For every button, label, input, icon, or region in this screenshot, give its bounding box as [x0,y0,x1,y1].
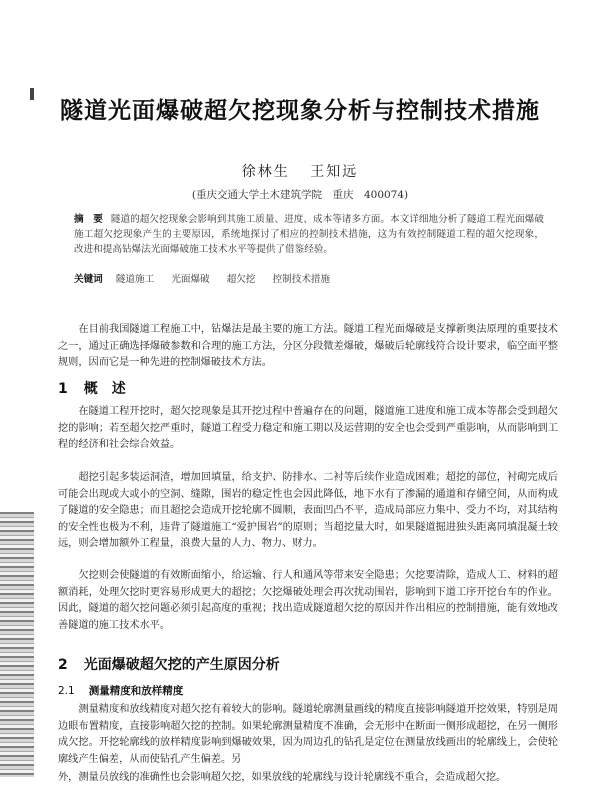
intro-paragraph: 在目前我国隧道工程施工中，钻爆法是最主要的施工方法。隧道工程光面爆破是支撑新奥法原理的重要技术之一，通过正确选择爆破参数和合理的施工方法，分区分段微差爆破，爆破后轮廓线符合设计要求，临空面平整规则，因而它是一种先进的控制爆破技术方法。 [58,324,558,368]
subsection-2-1-heading [58,683,558,698]
section-number: 1 [58,381,68,397]
keyword: 控制技术措施 [272,274,331,285]
subsection-2-1-paragraph: 测量精度和放线精度对超欠挖有着较大的影响。隧道轮廓测量画线的精度直接影响隧道开挖效果，特别是周边眼布置精度，直接影响超欠挖的控制。如果轮廓测量精度不准确，会无形中在断面一侧形成超挖，在另一侧形成欠挖。开挖轮廓线的放样精度影响到爆破效果，因为周边孔的钻孔是定位在测量放线画出的轮廓线上，会使轮廓线产生偏差，从而使钻孔产生偏差。另 [58,704,558,765]
subsection-title: 测量精度和放样精度 [88,685,184,697]
author-name: 徐林生 [241,164,290,180]
author-name: 王知远 [310,164,359,180]
section-number: 2 [58,657,68,673]
scan-binding-edge [0,512,34,777]
subsection-number: 2.1 [58,685,75,697]
author-list [0,161,600,181]
section-1-paragraph: 在隧道工程开挖时，超欠挖现象是其开挖过程中普遍存在的问题，隧道施工进度和施工成本等都会受到超欠挖的影响；若至超欠挖严重时，隧道工程受力稳定和施工期以及运营期的安全也会受到严重影响，从而影响到工程的经济和社会综合效益。 [58,406,558,450]
abstract-block [74,212,544,257]
cut-off-text-line: 外，测量员放线的准确性也会影响超欠挖，如果放线的轮廓线与设计轮廓线不重合，会造成超欠挖。 [58,772,507,783]
abstract-text: 隧道的超欠挖现象会影响到其施工质量、进度、成本等诸多方面。本文详细地分析了隧道工程光面爆破施工超欠挖现象产生的主要原因，系统地探讨了相应的控制技术措施，这为有效控制隧道工程的超欠挖现象，改进和提高钻爆法光面爆破施工技术水平等提供了借鉴经验。 [74,214,545,255]
section-title: 光面爆破超欠挖的产生原因分析 [83,657,280,673]
abstract-label: 摘 要 [74,214,103,225]
section-1-heading [58,378,558,398]
author-affiliation: (重庆交通大学土木建筑学院 重庆 400074) [191,189,409,201]
keyword: 光面爆破 [171,274,210,285]
paper-title: 隧道光面爆破超欠挖现象分析与控制技术措施 [60,98,540,124]
keyword: 隧道施工 [115,274,155,285]
section-2-heading [58,654,558,674]
keywords-block [74,271,544,285]
keyword: 超欠挖 [226,274,256,285]
keywords-label: 关键词 [74,274,103,285]
section-title: 概 述 [83,381,126,397]
section-1-paragraph: 超挖引起多装运洞渣，增加回填量，给支护、防排水、二衬等后续作业造成困难；超挖的部位，衬砌完成后可能会出现或大或小的空洞、缝隙，围岩的稳定性也会因此降低，地下水有了渗漏的通道和存储空间，从而构成了隧道的安全隐患；而且超挖会造成开挖轮廓不圆顺，表面凹凸不平，造成局部应力集中、受力不均，对其结构的安全性也极为不利，违背了隧道施工“爱护围岩”的原则；当超挖量大时，如果隧道掘进独头距离同填混凝土较远，则会增加额外工程量，浪费大量的人力、物力、财力。 [58,472,558,549]
section-1-paragraph: 欠挖则会使隧道的有效断面缩小，给运输、行人和通风等带来安全隐患；欠挖要清除，造成人工、材料的超额消耗，处理欠挖时更容易形成更大的超挖；欠挖爆破处理会再次扰动围岩，影响到下道工序开挖台车的作业。因此，隧道的超欠挖问题必须引起高度的重视；找出造成隧道超欠挖的原因并作出相应的控制措施，能有效地改善隧道的施工技术水平。 [58,570,558,631]
